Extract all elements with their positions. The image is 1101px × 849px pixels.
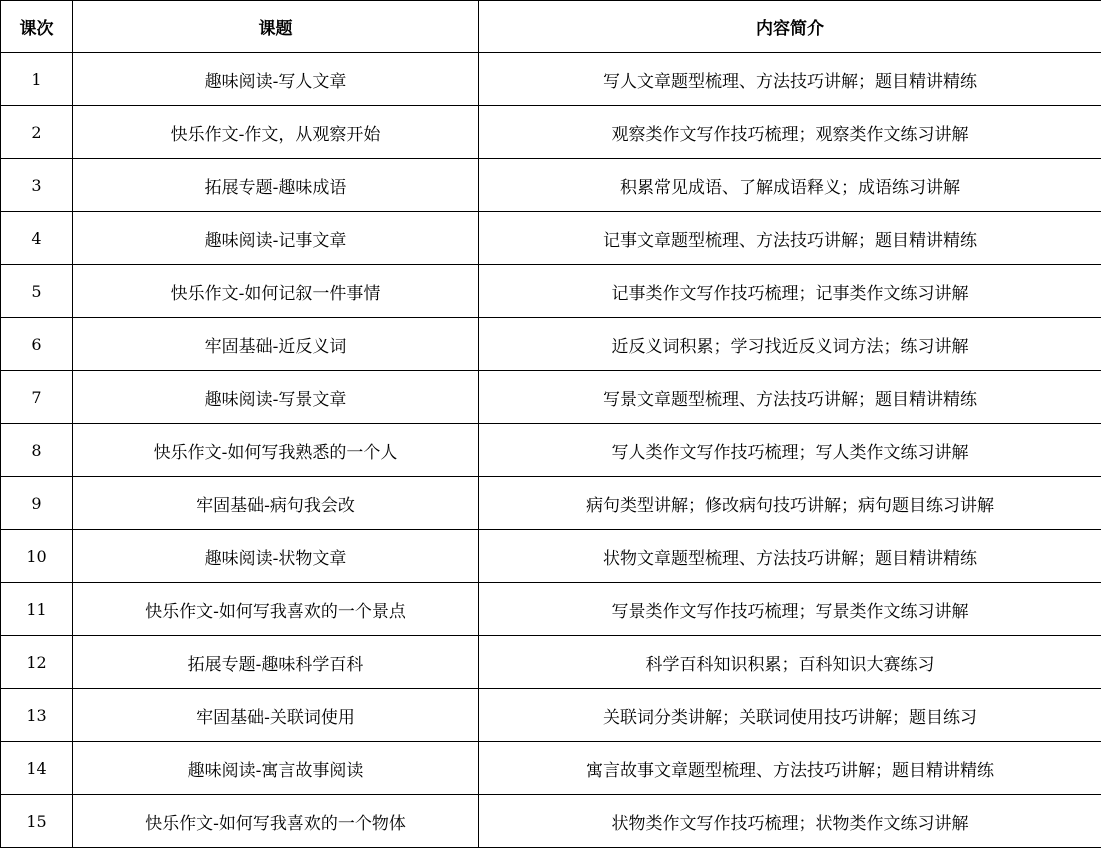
lesson-topic: 牢固基础-关联词使用 — [73, 689, 479, 742]
lesson-summary: 积累常见成语、了解成语释义；成语练习讲解 — [479, 159, 1101, 212]
lesson-number: 13 — [1, 689, 73, 742]
lesson-summary: 写人文章题型梳理、方法技巧讲解；题目精讲精练 — [479, 53, 1101, 106]
lesson-topic: 快乐作文-如何写我熟悉的一个人 — [73, 424, 479, 477]
header-row — [1, 1, 1101, 53]
lesson-summary: 关联词分类讲解；关联词使用技巧讲解；题目练习 — [479, 689, 1101, 742]
lesson-topic: 趣味阅读-记事文章 — [73, 212, 479, 265]
table-row — [1, 583, 1101, 636]
lesson-number: 6 — [1, 318, 73, 371]
lesson-number: 5 — [1, 265, 73, 318]
lesson-topic: 快乐作文-如何写我喜欢的一个物体 — [73, 795, 479, 848]
table-row — [1, 212, 1101, 265]
lesson-topic: 趣味阅读-写人文章 — [73, 53, 479, 106]
lesson-number: 15 — [1, 795, 73, 848]
lesson-number: 10 — [1, 530, 73, 583]
table-row — [1, 53, 1101, 106]
table-row — [1, 636, 1101, 689]
lesson-summary: 寓言故事文章题型梳理、方法技巧讲解；题目精讲精练 — [479, 742, 1101, 795]
table-row — [1, 689, 1101, 742]
table-row — [1, 424, 1101, 477]
table-row — [1, 318, 1101, 371]
header-topic: 课题 — [73, 1, 479, 53]
lesson-number: 8 — [1, 424, 73, 477]
header-summary: 内容简介 — [479, 1, 1101, 53]
lesson-topic: 趣味阅读-状物文章 — [73, 530, 479, 583]
lesson-number: 1 — [1, 53, 73, 106]
lesson-number: 12 — [1, 636, 73, 689]
lesson-topic: 拓展专题-趣味成语 — [73, 159, 479, 212]
header-lesson: 课次 — [1, 1, 73, 53]
table-header — [1, 1, 1101, 53]
lesson-summary: 写人类作文写作技巧梳理；写人类作文练习讲解 — [479, 424, 1101, 477]
lesson-number: 3 — [1, 159, 73, 212]
lesson-topic: 拓展专题-趣味科学百科 — [73, 636, 479, 689]
lesson-summary: 状物文章题型梳理、方法技巧讲解；题目精讲精练 — [479, 530, 1101, 583]
lesson-summary: 观察类作文写作技巧梳理；观察类作文练习讲解 — [479, 106, 1101, 159]
lesson-summary: 科学百科知识积累；百科知识大赛练习 — [479, 636, 1101, 689]
lesson-summary: 写景文章题型梳理、方法技巧讲解；题目精讲精练 — [479, 371, 1101, 424]
table-row — [1, 265, 1101, 318]
lesson-topic: 快乐作文-作文，从观察开始 — [73, 106, 479, 159]
lesson-topic: 牢固基础-近反义词 — [73, 318, 479, 371]
lesson-topic: 趣味阅读-写景文章 — [73, 371, 479, 424]
lesson-topic: 快乐作文-如何记叙一件事情 — [73, 265, 479, 318]
table-row — [1, 742, 1101, 795]
table-body — [1, 53, 1101, 848]
lesson-number: 7 — [1, 371, 73, 424]
lesson-summary: 状物类作文写作技巧梳理；状物类作文练习讲解 — [479, 795, 1101, 848]
lesson-number: 14 — [1, 742, 73, 795]
table-row — [1, 371, 1101, 424]
lesson-number: 11 — [1, 583, 73, 636]
lesson-topic: 趣味阅读-寓言故事阅读 — [73, 742, 479, 795]
lesson-topic: 快乐作文-如何写我喜欢的一个景点 — [73, 583, 479, 636]
lesson-summary: 病句类型讲解；修改病句技巧讲解；病句题目练习讲解 — [479, 477, 1101, 530]
table-row — [1, 530, 1101, 583]
table-row — [1, 106, 1101, 159]
lesson-number: 9 — [1, 477, 73, 530]
lesson-summary: 近反义词积累；学习找近反义词方法；练习讲解 — [479, 318, 1101, 371]
lesson-number: 4 — [1, 212, 73, 265]
lesson-topic: 牢固基础-病句我会改 — [73, 477, 479, 530]
lesson-summary: 写景类作文写作技巧梳理；写景类作文练习讲解 — [479, 583, 1101, 636]
lesson-number: 2 — [1, 106, 73, 159]
lesson-summary: 记事类作文写作技巧梳理；记事类作文练习讲解 — [479, 265, 1101, 318]
table-row — [1, 159, 1101, 212]
lesson-summary: 记事文章题型梳理、方法技巧讲解；题目精讲精练 — [479, 212, 1101, 265]
table-row — [1, 795, 1101, 848]
table-row — [1, 477, 1101, 530]
